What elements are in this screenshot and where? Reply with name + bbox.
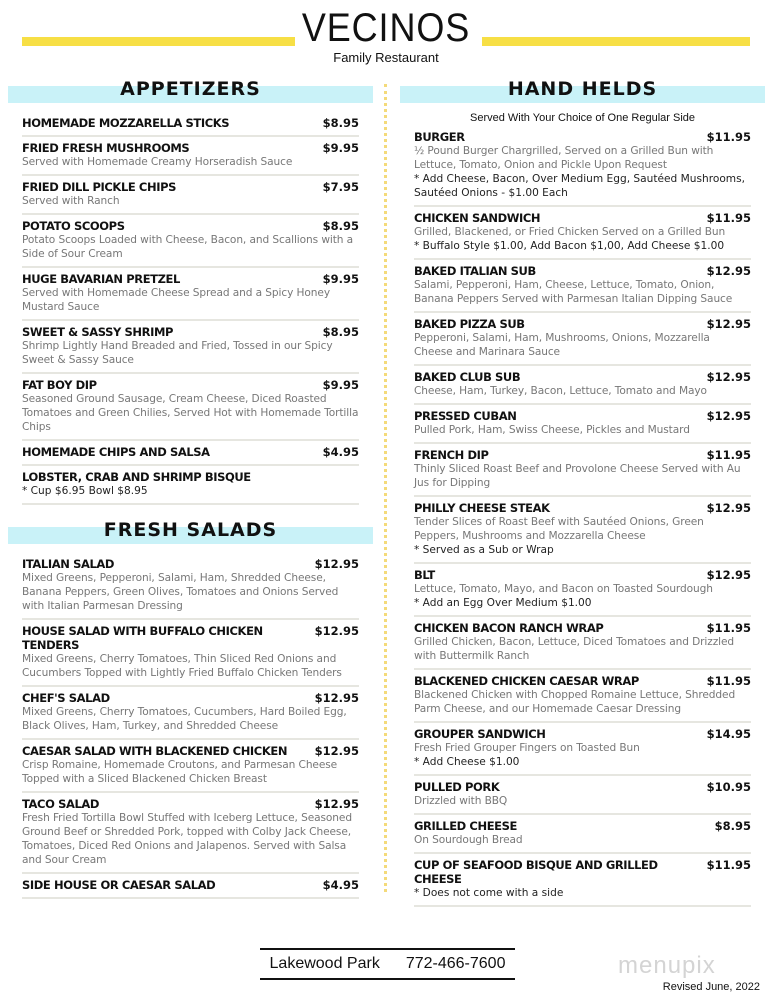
handhelds-heading: HAND HELDS bbox=[507, 78, 658, 100]
item-name: CHICKEN SANDWICH bbox=[414, 211, 541, 225]
item-description: Mixed Greens, Cherry Tomatoes, Cucumbers, Hard Boiled Egg, Black Olives, Ham, Turkey, and Shredded Cheese bbox=[22, 706, 347, 732]
menu-item bbox=[22, 176, 359, 215]
item-price: $11.95 bbox=[706, 858, 751, 872]
handhelds-list bbox=[414, 126, 751, 907]
item-name: PHILLY CHEESE STEAK bbox=[414, 501, 550, 515]
right-column bbox=[400, 78, 765, 907]
restaurant-title: VECINOS bbox=[301, 6, 471, 50]
item-name: SWEET & SASSY SHRIMP bbox=[22, 325, 174, 339]
item-name: ITALIAN SALAD bbox=[22, 557, 115, 571]
menu-item bbox=[22, 268, 359, 321]
menu-item bbox=[22, 687, 359, 740]
item-description: Shrimp Lightly Hand Breaded and Fried, Tossed in our Spicy Sweet & Sassy Sauce bbox=[22, 340, 333, 366]
item-price: $11.95 bbox=[706, 211, 751, 225]
item-name: PRESSED CUBAN bbox=[414, 409, 517, 423]
item-description: Crisp Romaine, Homemade Croutons, and Parmesan Cheese Topped with a Sliced Blackened Chicken Breast bbox=[22, 759, 338, 785]
item-description: Served with Ranch bbox=[22, 195, 120, 207]
menu-item bbox=[414, 564, 751, 617]
item-description: Mixed Greens, Cherry Tomatoes, Thin Sliced Red Onions and Cucumbers Topped with Lightly Fried Buffalo Chicken Tenders bbox=[22, 653, 342, 679]
item-description: Pulled Pork, Ham, Swiss Cheese, Pickles and Mustard bbox=[414, 424, 690, 436]
menu-item bbox=[414, 444, 751, 497]
footer-contact bbox=[260, 948, 515, 980]
menu-item bbox=[414, 366, 751, 405]
menu-item bbox=[414, 497, 751, 564]
item-description: Fresh Fried Grouper Fingers on Toasted Bun bbox=[414, 742, 640, 754]
menu-item bbox=[414, 260, 751, 313]
item-price: $12.95 bbox=[314, 744, 359, 758]
item-name: CHICKEN BACON RANCH WRAP bbox=[414, 621, 604, 635]
item-note: * Buffalo Style $1.00, Add Bacon $1,00, Add Cheese $1.00 bbox=[414, 240, 725, 252]
item-description: Mixed Greens, Pepperoni, Salami, Ham, Shredded Cheese, Banana Peppers, Green Olives, Tomatoes and Onions Served with Italian Parmesan Dressing bbox=[22, 572, 339, 612]
item-price: $9.95 bbox=[322, 378, 359, 392]
item-name: BAKED PIZZA SUB bbox=[414, 317, 525, 331]
item-price: $11.95 bbox=[706, 448, 751, 462]
item-price: $8.95 bbox=[322, 116, 359, 130]
menu-item bbox=[22, 137, 359, 176]
appetizers-header bbox=[8, 78, 373, 108]
menu-item bbox=[414, 670, 751, 723]
item-note: * Add Cheese $1.00 bbox=[414, 756, 520, 768]
menu-item bbox=[414, 617, 751, 670]
menu-item bbox=[414, 815, 751, 854]
item-description: On Sourdough Bread bbox=[414, 834, 523, 846]
item-name: BAKED ITALIAN SUB bbox=[414, 264, 536, 278]
revised-date: Revised June, 2022 bbox=[662, 981, 760, 993]
salads-header bbox=[8, 519, 373, 549]
item-note: * Add Cheese, Bacon, Over Medium Egg, Sautéed Mushrooms, Sautéed Onions - $1.00 Each bbox=[414, 173, 746, 199]
item-description: Tender Slices of Roast Beef with Sautéed Onions, Green Peppers, Mushrooms and Mozzarella Cheese bbox=[414, 516, 704, 542]
handhelds-header bbox=[400, 78, 765, 108]
phone-number: 772-466-7600 bbox=[405, 955, 506, 972]
served-with-note: Served With Your Choice of One Regular Side bbox=[469, 112, 696, 124]
item-price: $12.95 bbox=[314, 691, 359, 705]
item-price: $12.95 bbox=[314, 624, 359, 638]
menu-item bbox=[414, 854, 751, 907]
item-description: Thinly Sliced Roast Beef and Provolone Cheese Served with Au Jus for Dipping bbox=[414, 463, 741, 489]
item-name: TACO SALAD bbox=[22, 797, 100, 811]
item-price: $12.95 bbox=[706, 568, 751, 582]
item-price: $7.95 bbox=[322, 180, 359, 194]
item-note: * Served as a Sub or Wrap bbox=[414, 544, 554, 556]
item-name: FRENCH DIP bbox=[414, 448, 489, 462]
item-price: $11.95 bbox=[706, 621, 751, 635]
item-price: $12.95 bbox=[706, 264, 751, 278]
menu-item bbox=[22, 874, 359, 899]
item-description: Lettuce, Tomato, Mayo, and Bacon on Toasted Sourdough bbox=[414, 583, 713, 595]
item-price: $8.95 bbox=[714, 819, 751, 833]
item-name: POTATO SCOOPS bbox=[22, 219, 125, 233]
item-description: Served with Homemade Creamy Horseradish Sauce bbox=[22, 156, 293, 168]
item-price: $11.95 bbox=[706, 130, 751, 144]
item-note: * Cup $6.95 Bowl $8.95 bbox=[22, 485, 148, 497]
menu-item bbox=[414, 723, 751, 776]
menu-item bbox=[22, 740, 359, 793]
item-price: $12.95 bbox=[706, 370, 751, 384]
left-column bbox=[8, 78, 373, 899]
menu-item bbox=[22, 553, 359, 620]
item-description: Cheese, Ham, Turkey, Bacon, Lettuce, Tomato and Mayo bbox=[414, 385, 707, 397]
menu-item bbox=[22, 321, 359, 374]
item-price: $14.95 bbox=[706, 727, 751, 741]
item-price: $11.95 bbox=[706, 674, 751, 688]
item-description: Grilled Chicken, Bacon, Lettuce, Diced Tomatoes and Drizzled with Buttermilk Ranch bbox=[414, 636, 735, 662]
item-price: $12.95 bbox=[706, 501, 751, 515]
menu-item bbox=[22, 374, 359, 441]
item-description: Pepperoni, Salami, Ham, Mushrooms, Onions, Mozzarella Cheese and Marinara Sauce bbox=[414, 332, 710, 358]
menu-item bbox=[22, 215, 359, 268]
item-note: * Add an Egg Over Medium $1.00 bbox=[414, 597, 592, 609]
menu-item bbox=[414, 126, 751, 207]
item-name: BURGER bbox=[414, 130, 465, 144]
menu-item bbox=[22, 441, 359, 466]
item-name: GROUPER SANDWICH bbox=[414, 727, 546, 741]
item-price: $12.95 bbox=[314, 797, 359, 811]
item-description: Served with Homemade Cheese Spread and a Spicy Honey Mustard Sauce bbox=[22, 287, 331, 313]
menu-item bbox=[414, 776, 751, 815]
appetizers-heading: APPETIZERS bbox=[120, 78, 261, 100]
item-name: FRIED DILL PICKLE CHIPS bbox=[22, 180, 176, 194]
item-name: FRIED FRESH MUSHROOMS bbox=[22, 141, 190, 155]
item-price: $9.95 bbox=[322, 141, 359, 155]
menu-item bbox=[22, 620, 359, 687]
menu-item bbox=[414, 207, 751, 260]
salads-heading: FRESH SALADS bbox=[103, 519, 278, 541]
menu-item bbox=[414, 405, 751, 444]
menu-item bbox=[414, 313, 751, 366]
item-name: FAT BOY DIP bbox=[22, 378, 97, 392]
item-price: $12.95 bbox=[314, 557, 359, 571]
item-name: PULLED PORK bbox=[414, 780, 500, 794]
item-description: Salami, Pepperoni, Ham, Cheese, Lettuce, Tomato, Onion, Banana Peppers Served with Parmesan Italian Dipping Sauce bbox=[414, 279, 733, 305]
item-price: $4.95 bbox=[322, 878, 359, 892]
item-name: CHEF'S SALAD bbox=[22, 691, 110, 705]
appetizers-list bbox=[22, 112, 359, 505]
item-price: $12.95 bbox=[706, 409, 751, 423]
item-description: Potato Scoops Loaded with Cheese, Bacon, and Scallions with a Side of Sour Cream bbox=[22, 234, 354, 260]
location: Lakewood Park bbox=[269, 955, 380, 972]
item-price: $10.95 bbox=[706, 780, 751, 794]
item-price: $8.95 bbox=[322, 219, 359, 233]
item-name: HOMEMADE CHIPS AND SALSA bbox=[22, 445, 210, 459]
item-name: HOMEMADE MOZZARELLA STICKS bbox=[22, 116, 230, 130]
item-description: Drizzled with BBQ bbox=[414, 795, 508, 807]
item-name: CAESAR SALAD WITH BLACKENED CHICKEN bbox=[22, 744, 288, 758]
item-description: Grilled, Blackened, or Fried Chicken Served on a Grilled Bun bbox=[414, 226, 726, 238]
item-name: BLACKENED CHICKEN CAESAR WRAP bbox=[414, 674, 639, 688]
menu-item bbox=[22, 793, 359, 874]
item-description: ½ Pound Burger Chargrilled, Served on a Grilled Bun with Lettuce, Tomato, Onion and Pickle Upon Request bbox=[414, 145, 714, 171]
item-name: CUP OF SEAFOOD BISQUE AND GRILLED CHEESE bbox=[414, 858, 658, 886]
item-name: BLT bbox=[414, 568, 435, 582]
restaurant-subtitle: Family Restaurant bbox=[333, 50, 439, 65]
menu-item bbox=[22, 466, 359, 505]
item-price: $4.95 bbox=[322, 445, 359, 459]
item-description: Blackened Chicken with Chopped Romaine Lettuce, Shredded Parm Cheese, and our Homemade Caesar Dressing bbox=[414, 689, 736, 715]
column-divider bbox=[384, 84, 390, 892]
item-name: SIDE HOUSE OR CAESAR SALAD bbox=[22, 878, 216, 892]
item-price: $12.95 bbox=[706, 317, 751, 331]
item-name: BAKED CLUB SUB bbox=[414, 370, 521, 384]
item-name: GRILLED CHEESE bbox=[414, 819, 517, 833]
salads-list bbox=[22, 553, 359, 899]
item-name: HUGE BAVARIAN PRETZEL bbox=[22, 272, 180, 286]
watermark-logo: menupix bbox=[618, 952, 716, 979]
item-note: * Does not come with a side bbox=[414, 887, 564, 899]
item-price: $9.95 bbox=[322, 272, 359, 286]
menu-item bbox=[22, 112, 359, 137]
item-name: LOBSTER, CRAB AND SHRIMP BISQUE bbox=[22, 470, 251, 484]
item-name: HOUSE SALAD WITH BUFFALO CHICKEN TENDERS bbox=[22, 624, 263, 652]
item-price: $8.95 bbox=[322, 325, 359, 339]
item-description: Fresh Fried Tortilla Bowl Stuffed with Iceberg Lettuce, Seasoned Ground Beef or Shredded Pork, topped with Colby Jack Cheese, Tomatoes, Diced Red Onions and Jalapenos. Served with Salsa and Sour Cream bbox=[22, 812, 352, 866]
item-description: Seasoned Ground Sausage, Cream Cheese, Diced Roasted Tomatoes and Green Chilies, Served Hot with Homemade Tortilla Chips bbox=[22, 393, 359, 433]
